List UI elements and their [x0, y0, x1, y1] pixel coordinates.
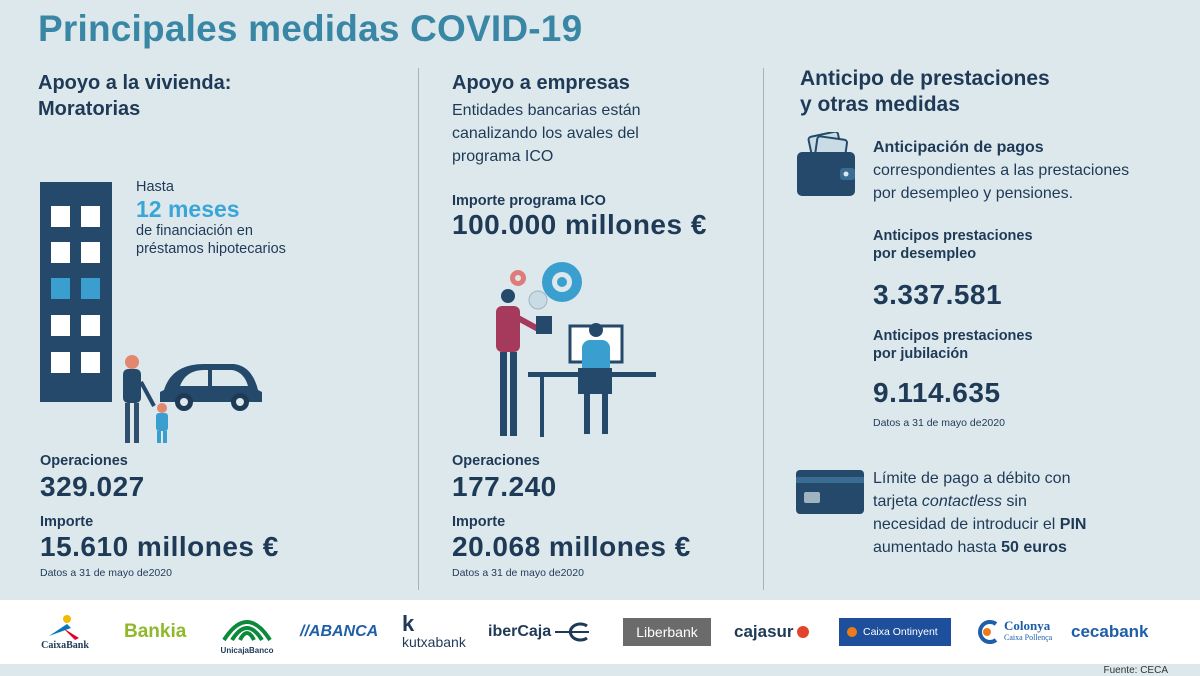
- prestaciones-heading-line2: y otras medidas: [800, 93, 960, 116]
- ontinyent-logo: [839, 600, 951, 664]
- anticipacion-bold: Anticipación de pagos: [873, 139, 1044, 156]
- moratoria-desc-line1: de financiación en: [136, 223, 253, 239]
- hasta-label: Hasta: [136, 179, 174, 195]
- empresas-importe-value: 20.068 millones €: [452, 531, 691, 562]
- prestaciones-heading: [800, 66, 1050, 118]
- desempleo-value: 3.337.581: [873, 279, 1003, 310]
- unicaja-text: UnicajaBanco: [220, 645, 274, 655]
- jubilacion-label-line1: Anticipos prestaciones: [873, 328, 1033, 344]
- desempleo-label-line1: Anticipos prestaciones: [873, 228, 1033, 244]
- credit-card-icon: [796, 470, 864, 514]
- bank-logos-strip: [0, 600, 1200, 664]
- empresas-desc-line2: canalizando los avales del: [452, 125, 639, 142]
- cecabank-logo: [1071, 600, 1149, 664]
- jubilacion-label: [873, 327, 1033, 363]
- vivienda-fecha: Datos a 31 de mayo de2020: [40, 567, 172, 579]
- vivienda-heading: [38, 70, 231, 122]
- vivienda-importe-value: 15.610 millones €: [40, 531, 279, 562]
- page-title: Principales medidas COVID-19: [38, 8, 583, 49]
- wallet-icon: [796, 132, 858, 198]
- liberbank-logo: [623, 600, 711, 664]
- abanca-logo: [300, 600, 378, 664]
- meses-highlight: 12 meses: [136, 196, 240, 222]
- anticipacion-line3: por desempleo y pensiones.: [873, 185, 1074, 202]
- office-workers-illustration: [488, 248, 668, 438]
- moratoria-desc-line2: préstamos hipotecarios: [136, 241, 286, 257]
- empresas-operaciones-label: Operaciones: [452, 453, 540, 469]
- ontinyent-badge: [839, 618, 951, 646]
- limite-line4: [873, 536, 1086, 559]
- limite-line2: [873, 490, 1086, 513]
- caixabank-logo: [30, 600, 100, 664]
- bankia-logo: [124, 600, 186, 664]
- abanca-text: //ABANCA: [300, 623, 379, 640]
- vivienda-importe-label: Importe: [40, 514, 94, 530]
- vivienda-heading-line2: Moratorias: [38, 98, 141, 120]
- colonya-sub-text: Caixa Pollença: [1004, 633, 1053, 642]
- bankia-text: Bankia: [124, 621, 187, 642]
- kutxabank-text: kutxabank: [402, 634, 466, 650]
- source-note: Fuente: CECA: [1103, 665, 1168, 676]
- column-divider: [763, 68, 764, 590]
- ontinyent-dot-icon: [847, 627, 857, 637]
- kutxabank-logo: [402, 600, 466, 664]
- liberbank-text: Liberbank: [623, 618, 711, 646]
- empresas-desc: [452, 99, 641, 168]
- column-divider: [418, 68, 419, 590]
- vivienda-operaciones-label: Operaciones: [40, 453, 128, 469]
- building-icon: [40, 182, 112, 402]
- programa-ico-label: Importe programa ICO: [452, 193, 606, 209]
- limite-line3: [873, 513, 1086, 536]
- unicaja-logo: [218, 600, 276, 664]
- desempleo-label-line2: por desempleo: [873, 246, 977, 262]
- ibercaja-text: iberCaja: [488, 623, 552, 640]
- limite-line2-c: sin: [1001, 493, 1027, 510]
- prestaciones-heading-line1: Anticipo de prestaciones: [800, 67, 1050, 90]
- pin-text: PIN: [1059, 516, 1087, 533]
- caixabank-star-icon: [45, 614, 85, 640]
- prestaciones-fecha: Datos a 31 de mayo de2020: [873, 417, 1005, 429]
- limite-line2-a: tarjeta: [873, 493, 922, 510]
- cajasur-text: cajasur: [734, 622, 794, 641]
- empresas-fecha: Datos a 31 de mayo de2020: [452, 567, 584, 579]
- limite-line3-a: necesidad de introducir el: [873, 516, 1060, 533]
- empresas-operaciones-value: 177.240: [452, 471, 557, 502]
- limite-amount: 50 euros: [1001, 539, 1067, 556]
- empresas-heading: Apoyo a empresas: [452, 72, 630, 94]
- limite-line1: Límite de pago a débito con: [873, 470, 1071, 487]
- cajasur-dot-icon: [797, 626, 809, 638]
- vivienda-heading-line1: Apoyo a la vivienda:: [38, 72, 232, 94]
- jubilacion-value: 9.114.635: [873, 377, 1001, 408]
- cecabank-text: cecabank: [1071, 622, 1149, 641]
- colonya-logo: [974, 600, 1052, 664]
- anticipacion-line2: correspondientes a las prestaciones: [873, 162, 1130, 179]
- programa-ico-value: 100.000 millones €: [452, 209, 707, 240]
- colonya-icon: [974, 620, 1000, 644]
- moratoria-info: [136, 178, 286, 258]
- cajasur-logo: [734, 600, 809, 664]
- limite-line4-a: aumentado hasta: [873, 539, 1002, 556]
- empresas-desc-line1: Entidades bancarias están: [452, 102, 641, 119]
- unicaja-icon: [220, 610, 274, 646]
- empresas-desc-line3: programa ICO: [452, 148, 554, 165]
- empresas-importe-label: Importe: [452, 514, 506, 530]
- vivienda-operaciones-value: 329.027: [40, 471, 145, 502]
- contactless-text: contactless: [921, 493, 1002, 510]
- kutxabank-k-icon: k: [402, 611, 415, 636]
- ibercaja-icon: [555, 622, 591, 642]
- caixabank-text: CaixaBank: [41, 639, 89, 651]
- family-car-illustration: [112, 352, 272, 448]
- anticipacion-text: [873, 136, 1129, 205]
- colonya-text: Colonya: [1004, 618, 1051, 633]
- desempleo-label: [873, 227, 1033, 263]
- limite-text: [873, 467, 1086, 559]
- jubilacion-label-line2: por jubilación: [873, 346, 969, 362]
- ibercaja-logo: [488, 600, 591, 664]
- ontinyent-text: Caixa Ontinyent: [863, 626, 938, 638]
